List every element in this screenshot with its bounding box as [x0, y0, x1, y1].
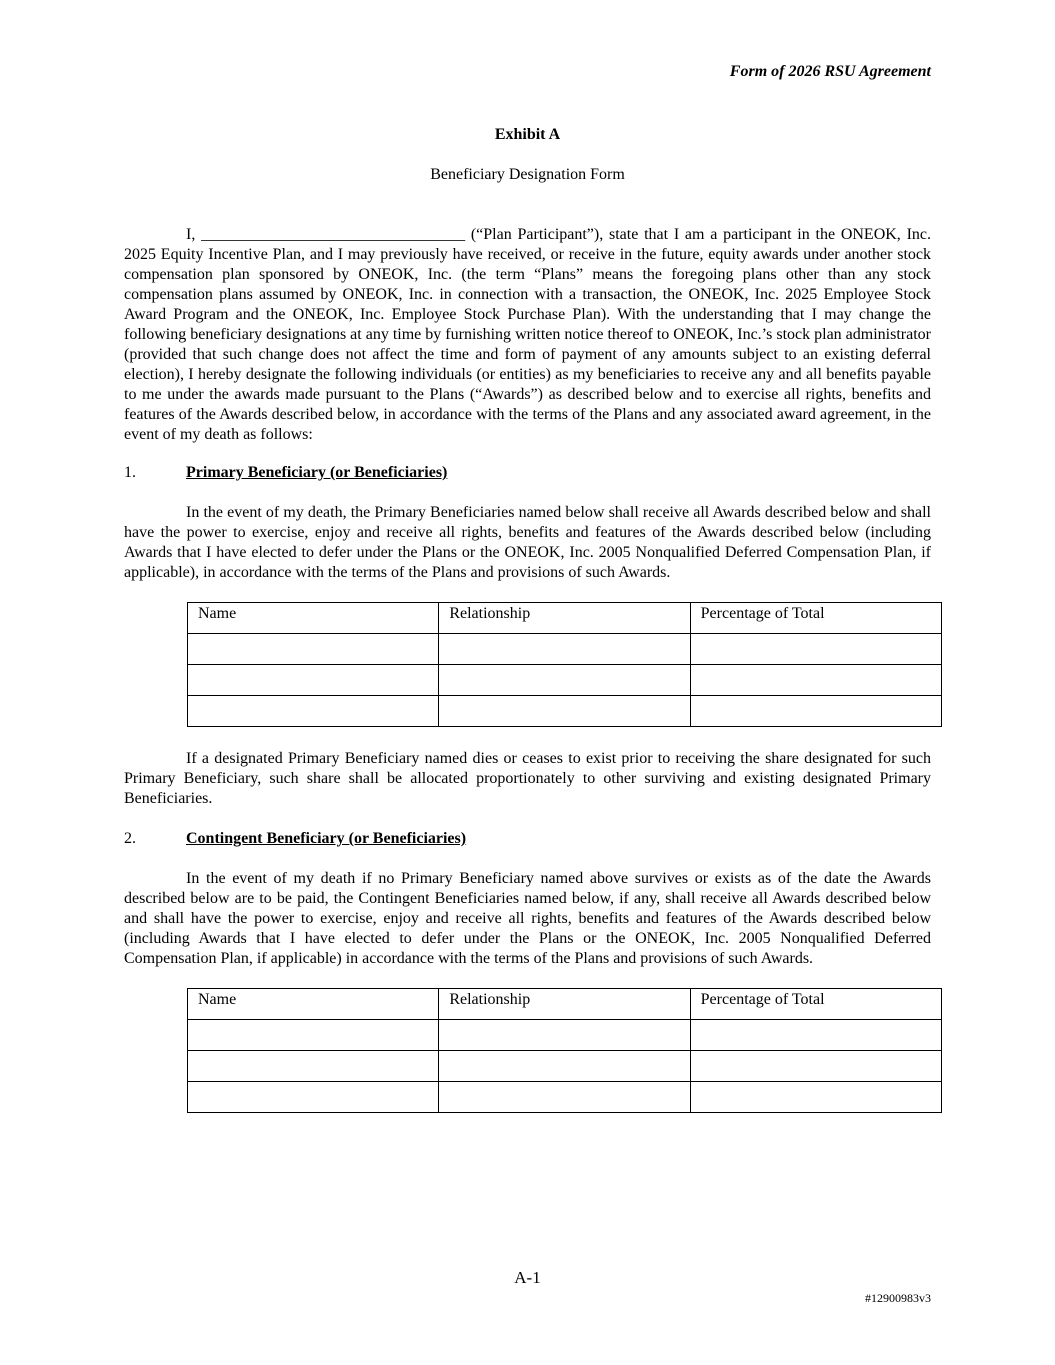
section-1-title: Primary Beneficiary (or Beneficiaries): [186, 464, 448, 481]
table-row: [188, 696, 942, 727]
name-cell[interactable]: [188, 634, 439, 665]
exhibit-label: Exhibit A: [494, 126, 561, 143]
column-header-percentage: Percentage of Total: [690, 603, 941, 634]
table-row: [188, 1020, 942, 1051]
percentage-cell[interactable]: [690, 1051, 941, 1082]
section-2-number: 2.: [124, 830, 136, 847]
column-header-name: Name: [188, 989, 439, 1020]
form-header-title: Form of 2026 RSU Agreement: [729, 63, 931, 80]
percentage-cell[interactable]: [690, 1082, 941, 1113]
percentage-cell[interactable]: [690, 1020, 941, 1051]
relationship-cell[interactable]: [439, 696, 690, 727]
column-header-relationship: Relationship: [439, 989, 690, 1020]
relationship-cell[interactable]: [439, 1020, 690, 1051]
form-title: Beneficiary Designation Form: [430, 166, 625, 183]
table-row: [188, 1051, 942, 1082]
intro-paragraph: I, _________________________________ (“Plan Participant”), state that I am a participant in the ONEOK, Inc. 2025 Equity Incentive Plan, and I may previously have received, or receive in the future, equity awards under another stock compensation plan sponsored by ONEOK, Inc. (the term “Plans” means the foregoing plans other than any stock compensation plans assumed by ONEOK, Inc. in connection with a transaction, the ONEOK, Inc. 2025 Employee Stock Award Program and the ONEOK, Inc. Employee Stock Purchase Plan). With the understanding that I may change the following beneficiary designations at any time by furnishing written notice thereof to ONEOK, Inc.’s stock plan administrator (provided that such change does not affect the time and form of payment of any amounts subject to an existing deferral election), I hereby designate the following individuals (or entities) as my beneficiaries to receive any and all benefits payable to me under the awards made pursuant to the Plans (“Awards”) as described below and to exercise all rights, benefits and features of the Awards described below, in accordance with the terms of the Plans and any associated award agreement, in the event of my death as follows:: [124, 226, 931, 443]
relationship-cell[interactable]: [439, 665, 690, 696]
percentage-cell[interactable]: [690, 665, 941, 696]
table-row: [188, 634, 942, 665]
table-header-row: [188, 989, 942, 1020]
section-1-number: 1.: [124, 464, 136, 481]
table-row: [188, 1082, 942, 1113]
relationship-cell[interactable]: [439, 1051, 690, 1082]
primary-beneficiary-paragraph: In the event of my death, the Primary Beneficiaries named below shall receive all Awards described below and shall have the power to exercise, enjoy and receive all rights, benefits and features of the Awards described below (including Awards that I have elected to defer under the Plans or the ONEOK, Inc. 2005 Nonqualified Deferred Compensation Plan, if applicable), in accordance with the terms of the Plans and provisions of such Awards.: [124, 504, 931, 581]
column-header-percentage: Percentage of Total: [690, 989, 941, 1020]
table-header-row: [188, 603, 942, 634]
page-number: A-1: [514, 1268, 541, 1287]
name-cell[interactable]: [188, 1020, 439, 1051]
column-header-relationship: Relationship: [439, 603, 690, 634]
percentage-cell[interactable]: [690, 696, 941, 727]
primary-beneficiary-table: [187, 602, 942, 727]
section-2-title: Contingent Beneficiary (or Beneficiaries): [186, 830, 467, 847]
contingent-beneficiary-table: [187, 988, 942, 1113]
relationship-cell[interactable]: [439, 1082, 690, 1113]
primary-beneficiary-allocation-paragraph: If a designated Primary Beneficiary named dies or ceases to exist prior to receiving the share designated for such Primary Beneficiary, such share shall be allocated proportionately to other surviving and existing designated Primary Beneficiaries.: [124, 750, 931, 807]
contingent-beneficiary-paragraph: In the event of my death if no Primary Beneficiary named above survives or exists as of the date the Awards described below are to be paid, the Contingent Beneficiaries named below, if any, shall receive all Awards described below and shall have the power to exercise, enjoy and receive all rights, benefits and features of the Awards described below (including Awards that I have elected to defer under the Plans or the ONEOK, Inc. 2005 Nonqualified Deferred Compensation Plan, if applicable) in accordance with the terms of the Plans and provisions of such Awards.: [124, 870, 931, 967]
percentage-cell[interactable]: [690, 634, 941, 665]
name-cell[interactable]: [188, 1051, 439, 1082]
table-row: [188, 665, 942, 696]
name-cell[interactable]: [188, 665, 439, 696]
document-id: #12900983v3: [865, 1291, 931, 1305]
relationship-cell[interactable]: [439, 634, 690, 665]
name-cell[interactable]: [188, 1082, 439, 1113]
column-header-name: Name: [188, 603, 439, 634]
name-cell[interactable]: [188, 696, 439, 727]
